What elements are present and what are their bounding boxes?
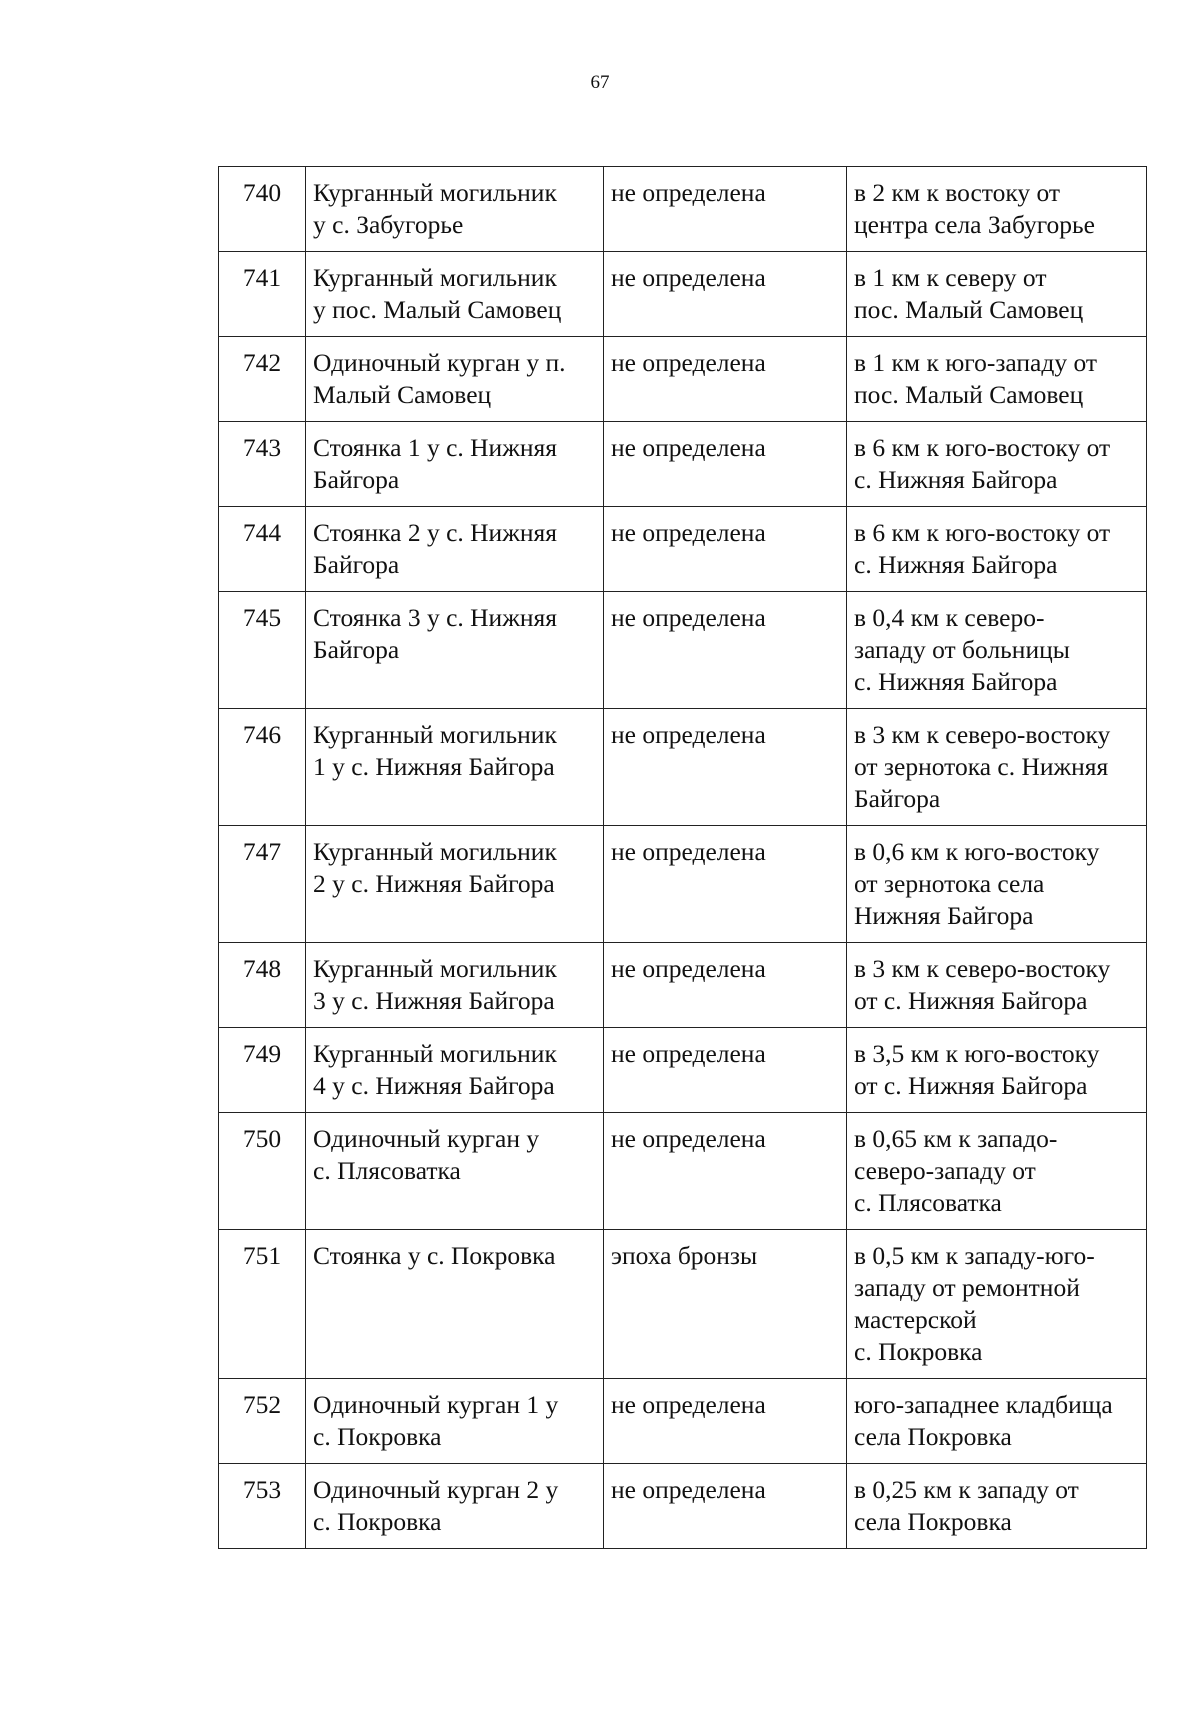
dating-cell: не определена bbox=[604, 252, 847, 337]
site-name-cell: Стоянка у с. Покровка bbox=[306, 1230, 604, 1379]
row-number-cell: 745 bbox=[219, 592, 306, 709]
table-body bbox=[219, 167, 1147, 1549]
row-number-cell: 752 bbox=[219, 1379, 306, 1464]
row-number-cell: 753 bbox=[219, 1464, 306, 1549]
row-number-cell: 744 bbox=[219, 507, 306, 592]
table-row bbox=[219, 943, 1147, 1028]
site-name-cell: Стоянка 2 у с. Нижняя Байгора bbox=[306, 507, 604, 592]
table-row bbox=[219, 1464, 1147, 1549]
dating-cell: не определена bbox=[604, 709, 847, 826]
row-number-cell: 741 bbox=[219, 252, 306, 337]
dating-cell: не определена bbox=[604, 943, 847, 1028]
site-name-cell: Курганный могильник 4 у с. Нижняя Байгора bbox=[306, 1028, 604, 1113]
table-row bbox=[219, 507, 1147, 592]
row-number-cell: 748 bbox=[219, 943, 306, 1028]
site-name-cell: Одиночный курган у с. Плясоватка bbox=[306, 1113, 604, 1230]
table-row bbox=[219, 1379, 1147, 1464]
location-cell: в 1 км к северу от пос. Малый Самовец bbox=[847, 252, 1147, 337]
site-name-cell: Курганный могильник 3 у с. Нижняя Байгора bbox=[306, 943, 604, 1028]
site-name-cell: Одиночный курган 1 у с. Покровка bbox=[306, 1379, 604, 1464]
dating-cell: не определена bbox=[604, 1113, 847, 1230]
location-cell: в 0,25 км к западу от села Покровка bbox=[847, 1464, 1147, 1549]
location-cell: в 2 км к востоку от центра села Забугорье bbox=[847, 167, 1147, 252]
site-name-cell: Одиночный курган у п. Малый Самовец bbox=[306, 337, 604, 422]
row-number-cell: 740 bbox=[219, 167, 306, 252]
dating-cell: не определена bbox=[604, 826, 847, 943]
location-cell: в 6 км к юго-востоку от с. Нижняя Байгора bbox=[847, 422, 1147, 507]
table-row bbox=[219, 592, 1147, 709]
row-number-cell: 746 bbox=[219, 709, 306, 826]
site-name-cell: Стоянка 1 у с. Нижняя Байгора bbox=[306, 422, 604, 507]
site-name-cell: Курганный могильник 1 у с. Нижняя Байгора bbox=[306, 709, 604, 826]
row-number-cell: 749 bbox=[219, 1028, 306, 1113]
table-row bbox=[219, 709, 1147, 826]
table-row bbox=[219, 1230, 1147, 1379]
row-number-cell: 751 bbox=[219, 1230, 306, 1379]
location-cell: в 1 км к юго-западу от пос. Малый Самовец bbox=[847, 337, 1147, 422]
site-name-cell: Курганный могильник у пос. Малый Самовец bbox=[306, 252, 604, 337]
location-cell: в 6 км к юго-востоку от с. Нижняя Байгора bbox=[847, 507, 1147, 592]
site-name-cell: Одиночный курган 2 у с. Покровка bbox=[306, 1464, 604, 1549]
table-row bbox=[219, 337, 1147, 422]
location-cell: юго-западнее кладбища села Покровка bbox=[847, 1379, 1147, 1464]
page-number: 67 bbox=[590, 72, 610, 93]
dating-cell: не определена bbox=[604, 167, 847, 252]
site-name-cell: Курганный могильник 2 у с. Нижняя Байгора bbox=[306, 826, 604, 943]
dating-cell: не определена bbox=[604, 1028, 847, 1113]
dating-cell: не определена bbox=[604, 507, 847, 592]
location-cell: в 0,65 км к западо- северо-западу от с. Плясоватка bbox=[847, 1113, 1147, 1230]
site-name-cell: Стоянка 3 у с. Нижняя Байгора bbox=[306, 592, 604, 709]
dating-cell: не определена bbox=[604, 337, 847, 422]
table-row bbox=[219, 1113, 1147, 1230]
heritage-sites-table bbox=[218, 166, 1147, 1549]
location-cell: в 0,5 км к западу-юго- западу от ремонтной мастерской с. Покровка bbox=[847, 1230, 1147, 1379]
table-row bbox=[219, 422, 1147, 507]
location-cell: в 0,4 км к северо- западу от больницы с. Нижняя Байгора bbox=[847, 592, 1147, 709]
row-number-cell: 743 bbox=[219, 422, 306, 507]
dating-cell: эпоха бронзы bbox=[604, 1230, 847, 1379]
dating-cell: не определена bbox=[604, 592, 847, 709]
location-cell: в 3 км к северо-востоку от с. Нижняя Байгора bbox=[847, 943, 1147, 1028]
table-row bbox=[219, 252, 1147, 337]
table-row bbox=[219, 826, 1147, 943]
table-row bbox=[219, 167, 1147, 252]
row-number-cell: 750 bbox=[219, 1113, 306, 1230]
row-number-cell: 742 bbox=[219, 337, 306, 422]
dating-cell: не определена bbox=[604, 422, 847, 507]
location-cell: в 3,5 км к юго-востоку от с. Нижняя Байгора bbox=[847, 1028, 1147, 1113]
dating-cell: не определена bbox=[604, 1464, 847, 1549]
location-cell: в 3 км к северо-востоку от зернотока с. Нижняя Байгора bbox=[847, 709, 1147, 826]
row-number-cell: 747 bbox=[219, 826, 306, 943]
table-row bbox=[219, 1028, 1147, 1113]
site-name-cell: Курганный могильник у с. Забугорье bbox=[306, 167, 604, 252]
dating-cell: не определена bbox=[604, 1379, 847, 1464]
location-cell: в 0,6 км к юго-востоку от зернотока села Нижняя Байгора bbox=[847, 826, 1147, 943]
